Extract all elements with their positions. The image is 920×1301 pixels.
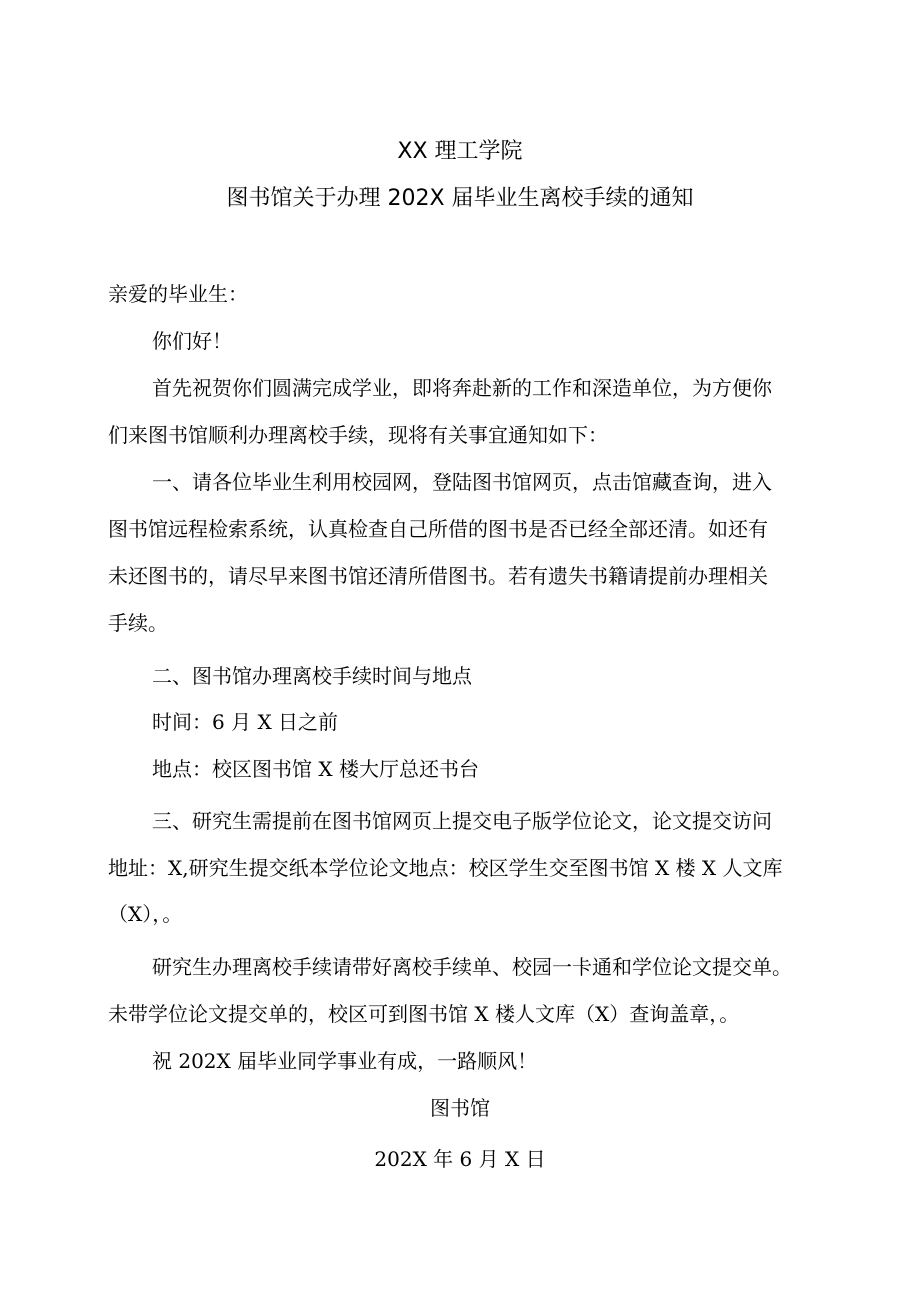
salutation: 亲爱的毕业生： <box>108 282 248 306</box>
item1-line-2: 图书馆远程检索系统，认真检查自己所借的图书是否已经全部还清。如还有 <box>108 517 768 541</box>
item2-heading: 二、图书馆办理离校手续时间与地点 <box>152 664 472 688</box>
item3-line-3: （X），。 <box>108 902 183 926</box>
closing-wish: 祝 202X 届毕业同学事业有成，一路顺风！ <box>152 1049 538 1073</box>
item1-line-4: 手续。 <box>108 611 168 635</box>
issuer-signature: 图书馆 <box>430 1096 490 1120</box>
notice-title: 图书馆关于办理 202X 届毕业生离校手续的通知 <box>226 186 694 211</box>
time-line: 时间：6 月 X 日之前 <box>152 710 339 734</box>
item1-line-1: 一、请各位毕业生利用校园网，登陆图书馆网页，点击馆藏查询，进入 <box>152 470 772 494</box>
item1-line-3: 未还图书的，请尽早来图书馆还清所借图书。若有遗失书籍请提前办理相关 <box>108 564 768 588</box>
institution-name: XX 理工学院 <box>397 139 523 164</box>
item3-line-2: 地址：X,研究生提交纸本学位论文地点：校区学生交至图书馆 X 楼 X 人文库 <box>108 856 783 880</box>
issue-date: 202X 年 6 月 X 日 <box>374 1147 546 1171</box>
grad-note-line-1: 研究生办理离校手续请带好离校手续单、校园一卡通和学位论文提交单。 <box>152 955 792 979</box>
intro-line-2: 们来图书馆顺利办理离校手续，现将有关事宜通知如下： <box>108 423 608 447</box>
greeting: 你们好！ <box>152 329 232 353</box>
item3-line-1: 三、研究生需提前在图书馆网页上提交电子版学位论文，论文提交访问 <box>152 809 772 833</box>
grad-note-line-2: 未带学位论文提交单的，校区可到图书馆 X 楼人文库（X）查询盖章，。 <box>108 1002 740 1026</box>
intro-line-1: 首先祝贺你们圆满完成学业，即将奔赴新的工作和深造单位，为方便你 <box>152 376 772 400</box>
place-line: 地点：校区图书馆 X 楼大厅总还书台 <box>152 757 479 781</box>
